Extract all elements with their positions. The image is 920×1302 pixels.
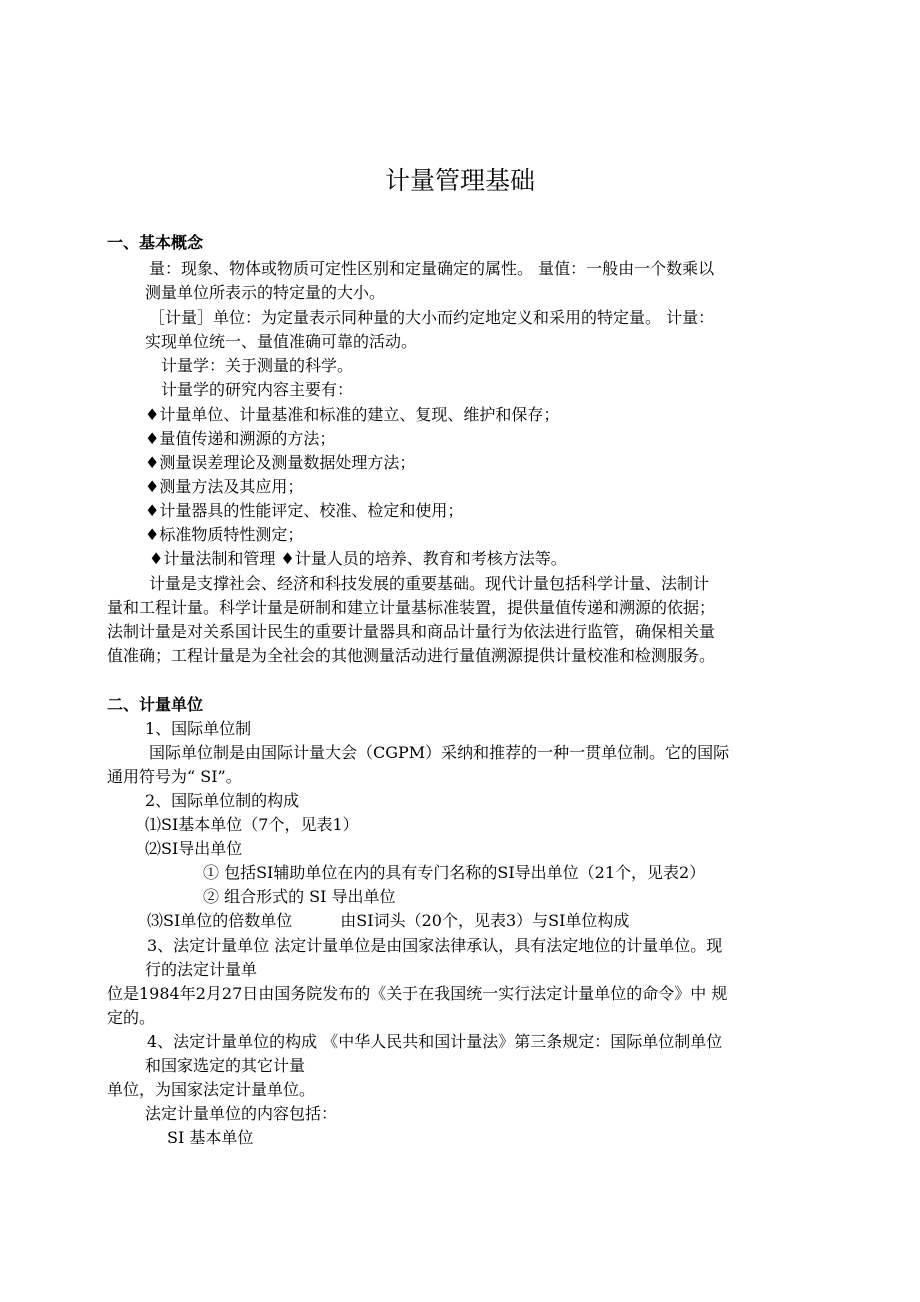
paragraph-line: 1、国际单位制 [145,719,252,738]
section-heading-basic-concepts: 一、基本概念 [107,233,204,252]
section-heading-measurement-units: 二、计量单位 [107,695,204,714]
paragraph-line: ⑴SI基本单位（7个，见表1） [145,815,359,834]
paragraph-line: ① 包括SI辅助单位在内的具有专门名称的SI导出单位（21个，见表2） [203,863,706,882]
paragraph-line: 计量学的研究内容主要有： [161,380,354,399]
paragraph-line: 3、法定计量单位 法定计量单位是由国家法律承认，具有法定地位的计量单位。现 [147,936,723,955]
si-multiple-units-label: ⑶SI单位的倍数单位 [147,911,293,930]
paragraph-line: 量：现象、物体或物质可定性区别和定量确定的属性。 量值：一般由一个数乘以 [149,259,715,278]
paragraph-line: ⑵SI导出单位 [145,839,243,858]
paragraph-line: 计量是支撑社会、经济和科技发展的重要基础。现代计量包括科学计量、法制计 [149,574,710,593]
paragraph-line [147,910,629,932]
paragraph-line: 实现单位统一、量值准确可靠的活动。 [145,332,418,351]
paragraph-line: 计量学：关于测量的科学。 [161,356,354,375]
paragraph-line: 位是1984年2月27日由国务院发布的《关于在我国统一实行法定计量单位的命令》中 规 [107,984,728,1003]
list-item: ♦计量法制和管理 ♦计量人员的培养、教育和考核方法等。 [149,549,567,568]
paragraph-line: 2、国际单位制的构成 [145,791,300,810]
list-item: ♦量值传递和溯源的方法； [145,429,336,448]
paragraph-line: 单位，为国家法定计量单位。 [107,1080,316,1099]
paragraph-line: 国际单位制是由国际计量大会（CGPM）采纳和推荐的一种一贯单位制。它的国际 [149,743,730,762]
list-item: ♦测量误差理论及测量数据处理方法； [145,453,416,472]
paragraph-line: 和国家选定的其它计量 [145,1056,306,1075]
paragraph-line: 通用符号为“ SI”。 [107,767,242,786]
paragraph-line: 量和工程计量。科学计量是研制和建立计量基标准装置，提供量值传递和溯源的依据； [107,598,716,617]
list-item: ♦计量单位、计量基准和标准的建立、复现、维护和保存； [145,405,560,424]
paragraph-line: 值准确；工程计量是为全社会的其他测量活动进行量值溯源提供计量校准和检测服务。 [107,646,716,665]
list-item: ♦标准物质特性测定； [145,525,304,544]
paragraph-line: 法制计量是对关系国计民生的重要计量器具和商品计量行为依法进行监管，确保相关量 [107,622,716,641]
list-item: ♦测量方法及其应用； [145,477,304,496]
paragraph-line: 定的。 [107,1008,156,1027]
si-multiple-units-desc: 由SI词头（20个，见表3）与SI单位构成 [340,911,630,930]
paragraph-line: 测量单位所表示的特定量的大小。 [145,283,386,302]
paragraph-line: SI 基本单位 [167,1128,254,1147]
paragraph-line: ［计量］单位：为定量表示同种量的大小而约定地定义和采用的特定量。 计量： [149,308,715,327]
paragraph-line: 法定计量单位的内容包括： [145,1104,338,1123]
paragraph-line: 行的法定计量单 [145,960,258,979]
page-title: 计量管理基础 [384,166,535,195]
paragraph-line: ② 组合形式的 SI 导出单位 [203,887,396,906]
paragraph-line: 4、法定计量单位的构成 《中华人民共和国计量法》第三条规定：国际单位制单位 [147,1032,723,1051]
list-item: ♦计量器具的性能评定、校准、检定和使用； [145,501,464,520]
